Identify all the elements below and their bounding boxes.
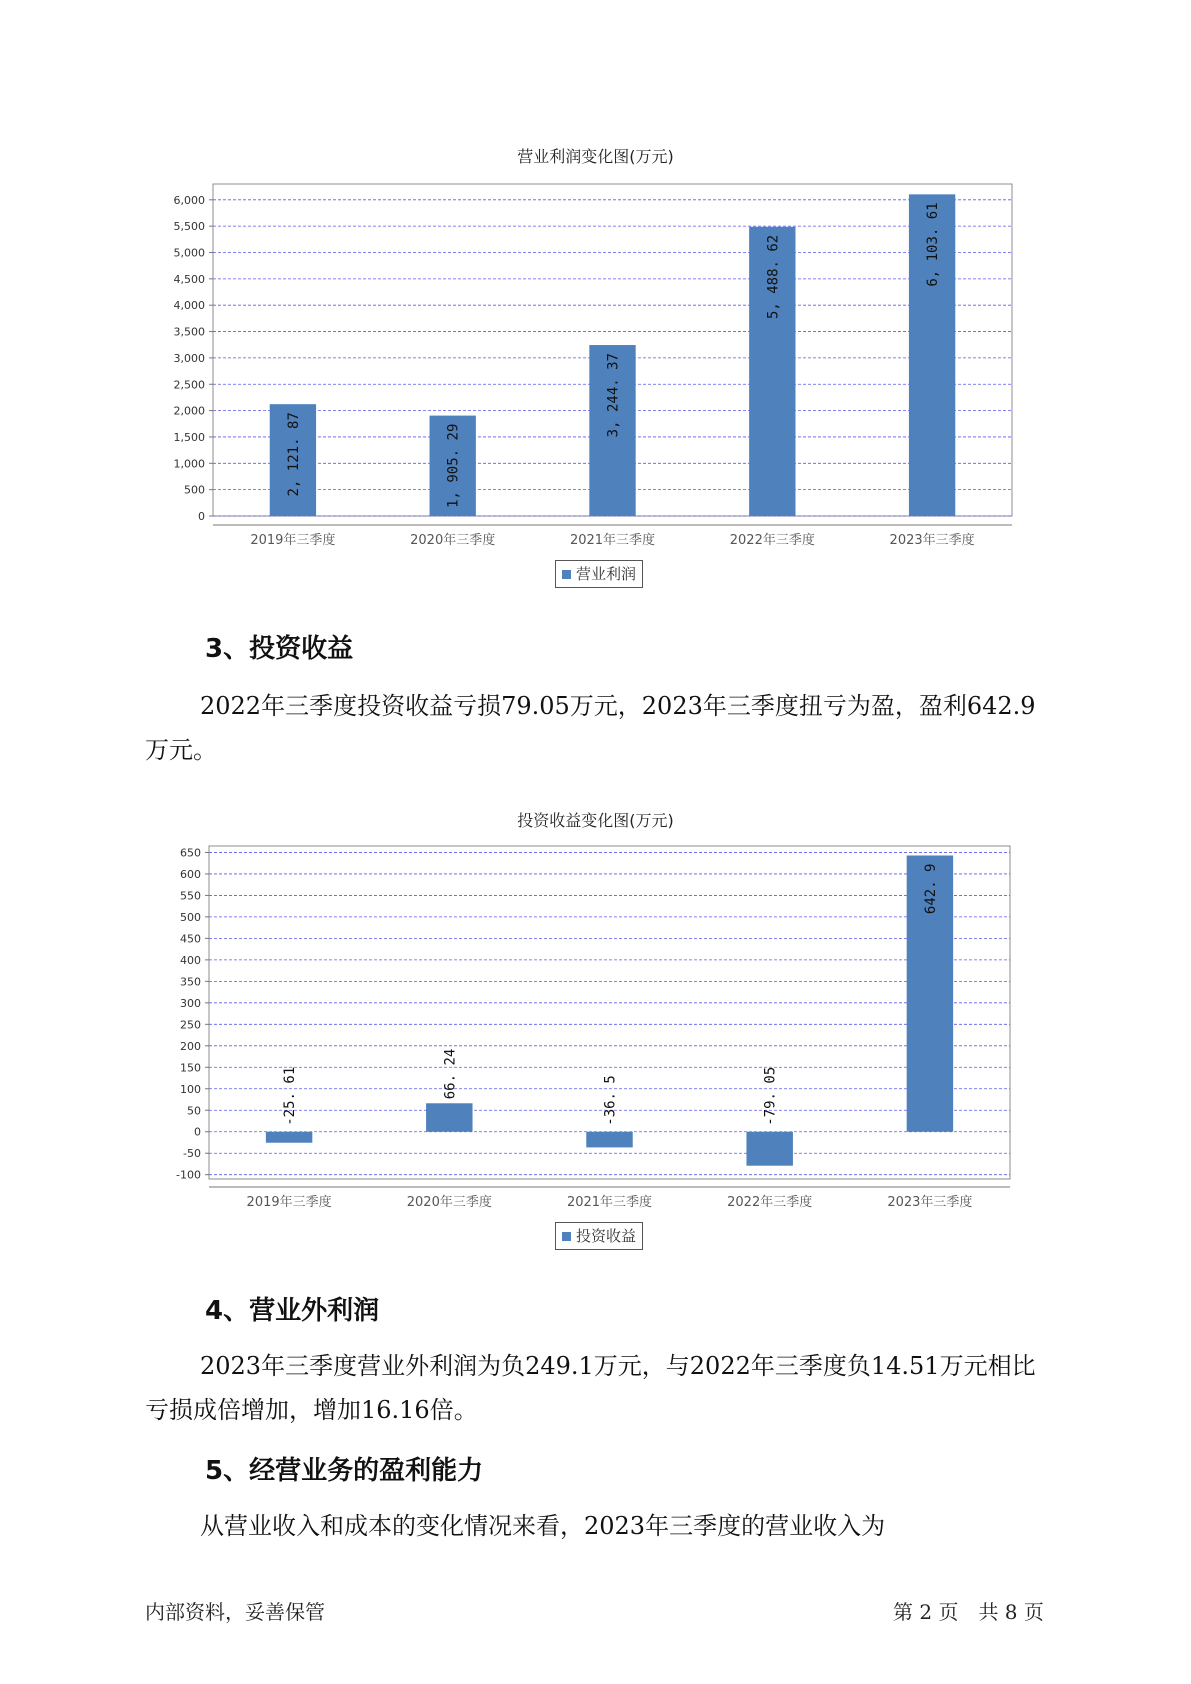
y-tick-label: 2,500 bbox=[173, 378, 205, 392]
y-tick-label: 2,000 bbox=[173, 404, 205, 418]
y-tick-label: 450 bbox=[180, 932, 201, 946]
x-tick-label: 2022年三季度 bbox=[729, 533, 815, 548]
y-tick-label: 150 bbox=[180, 1061, 201, 1075]
y-tick-label: 250 bbox=[180, 1018, 201, 1032]
y-tick-label: 3,000 bbox=[173, 351, 205, 365]
y-tick-label: 6,000 bbox=[173, 193, 205, 207]
y-tick-label: 300 bbox=[180, 996, 201, 1010]
y-tick-label: -100 bbox=[176, 1168, 201, 1182]
y-tick-label: 3,500 bbox=[173, 325, 205, 339]
x-tick-label: 2023年三季度 bbox=[887, 1195, 973, 1210]
section5-heading: 5、经营业务的盈利能力 bbox=[205, 1456, 484, 1486]
y-tick-label: 400 bbox=[180, 953, 201, 967]
y-tick-label: -50 bbox=[183, 1147, 201, 1161]
x-tick-label: 2020年三季度 bbox=[406, 1195, 492, 1210]
data-label: 5, 488. 62 bbox=[765, 234, 782, 320]
y-tick-label: 600 bbox=[180, 867, 201, 881]
section3-paragraph: 2022年三季度投资收益亏损79.05万元，2023年三季度扭亏为盈，盈利642.9万元。 bbox=[145, 692, 1036, 764]
y-tick-label: 5,500 bbox=[173, 220, 205, 234]
data-label: 1, 905. 29 bbox=[445, 423, 462, 508]
y-tick-label: 100 bbox=[180, 1082, 201, 1096]
section4-heading: 4、营业外利润 bbox=[205, 1296, 380, 1326]
y-tick-label: 0 bbox=[194, 1125, 201, 1139]
y-tick-label: 500 bbox=[184, 483, 205, 497]
y-tick-label: 1,000 bbox=[173, 457, 205, 471]
data-label: -25. 61 bbox=[282, 1066, 299, 1126]
section5-paragraph: 从营业收入和成本的变化情况来看，2023年三季度的营业收入为 bbox=[200, 1512, 886, 1540]
legend-swatch bbox=[562, 1232, 571, 1241]
y-tick-label: 200 bbox=[180, 1039, 201, 1053]
y-tick-label: 4,500 bbox=[173, 272, 205, 286]
bar bbox=[746, 1132, 792, 1166]
y-tick-label: 550 bbox=[180, 889, 201, 903]
y-tick-label: 650 bbox=[180, 846, 201, 860]
y-tick-label: 5,000 bbox=[173, 246, 205, 260]
y-tick-label: 500 bbox=[180, 910, 201, 924]
section4-paragraph: 2023年三季度营业外利润为负249.1万元，与2022年三季度负14.51万元相比亏损成倍增加，增加16.16倍。 bbox=[145, 1352, 1036, 1424]
data-label: -36. 5 bbox=[602, 1075, 619, 1126]
y-tick-label: 350 bbox=[180, 975, 201, 989]
chart1-legend-label: 营业利润 bbox=[576, 565, 637, 583]
footer-confidential: 内部资料，妥善保管 bbox=[145, 1600, 325, 1624]
x-tick-label: 2020年三季度 bbox=[410, 533, 496, 548]
x-tick-label: 2021年三季度 bbox=[566, 1195, 653, 1210]
chart1-title: 营业利润变化图(万元) bbox=[517, 147, 674, 166]
bar bbox=[586, 1132, 632, 1148]
data-label: 6, 103. 61 bbox=[925, 202, 942, 287]
chart2-title: 投资收益变化图(万元) bbox=[517, 811, 674, 830]
data-label: -79. 05 bbox=[762, 1066, 779, 1126]
bar bbox=[426, 1103, 472, 1131]
plot-frame bbox=[209, 846, 1010, 1179]
x-tick-label: 2023年三季度 bbox=[889, 533, 975, 548]
bar bbox=[266, 1132, 312, 1143]
y-tick-label: 1,500 bbox=[173, 430, 205, 444]
data-label: 642. 9 bbox=[922, 863, 939, 915]
data-label: 3, 244. 37 bbox=[605, 353, 622, 438]
section3-heading: 3、投资收益 bbox=[205, 634, 354, 664]
data-label: 2, 121. 87 bbox=[285, 412, 302, 497]
x-tick-label: 2019年三季度 bbox=[250, 533, 336, 548]
y-tick-label: 4,000 bbox=[173, 299, 205, 313]
x-tick-label: 2021年三季度 bbox=[569, 533, 656, 548]
data-label: 66. 24 bbox=[442, 1048, 459, 1100]
y-tick-label: 0 bbox=[198, 510, 205, 523]
x-tick-label: 2019年三季度 bbox=[246, 1195, 332, 1210]
chart2-legend bbox=[555, 1222, 643, 1250]
footer-page-number: 第 2 页 共 8 页 bbox=[893, 1600, 1044, 1624]
x-tick-label: 2022年三季度 bbox=[727, 1195, 813, 1210]
y-tick-label: 50 bbox=[187, 1104, 201, 1118]
chart2-legend-label: 投资收益 bbox=[576, 1227, 637, 1245]
